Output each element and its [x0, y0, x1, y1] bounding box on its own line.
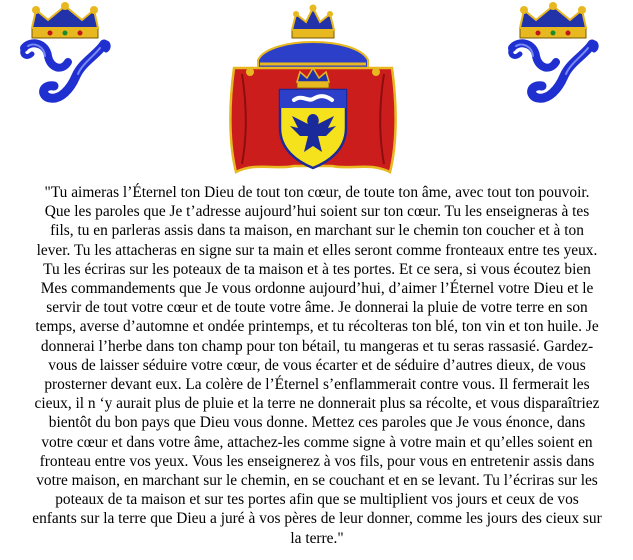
monogram-y-icon [498, 2, 608, 110]
letter-y-glyph [511, 43, 596, 98]
mantle-crown-icon [292, 5, 334, 39]
monogram-y-icon [10, 2, 120, 110]
crown-icon [520, 2, 586, 38]
verse-text: "Tu aimeras l’Éternel ton Dieu de tout ton cœur, de toute ton âme, avec tout ton pouvoir. Que les paroles que Je t’adresse aujourd’hui soient sur ton cœur. Tu les enseigneras à tes fils, tu en parleras assis dans ta maison, en marchant sur le chemin ton coucher et à ton lever. Tu les attacheras en signe sur ta main et elles seront comme fronteaux entre tes yeux. Tu les écriras sur les poteaux de ta maison et à tes portes. Et ce sera, si vous écoutez bien Mes commandements que Je vous ordonne aujourd’hui, d’aimer l’Éternel votre Dieu et le servir de tout votre cœur et de toute votre âme. Je donnerai la pluie de votre terre en son temps, averse d’automne et ondée printemps, et tu récolteras ton blé, ton vin et ton huile. Je donnerai l’herbe dans ton champ pour ton bétail, tu mangeras et tu seras rassasié. Gardez- vous de laisser séduire votre cœur, de vous écarter et de séduire d’autres dieux, de vous prosterner devant eux. La colère de l’Éternel s’enflammerait contre vous. Il fermerait les cieux, il n ‘y aurait plus de pluie et la terre ne donnerait plus sa récolte, et vous disparaîtriez bientôt du bon pays que Dieu vous donne. Mettez ces paroles que Je vous énonce, dans votre cœur et dans votre âme, attachez-les comme signe à votre main et qu’elles soient en fronteau entre vos yeux. Vous les enseignerez à vos fils, pour vous en entretenir assis dans votre maison, en marchant sur le chemin, en se couchant et en se levant. Tu l’écriras sur les poteaux de ta maison et sur tes portes afin que se multiplient vos jours et ceux de vos enfants sur la terre que Dieu a juré à vos pères de leur donner, comme les jours des cieux sur la terre." [32, 184, 602, 547]
crown-icon [32, 2, 98, 38]
letter-y-glyph [23, 43, 108, 98]
coat-of-arms-icon [220, 2, 406, 176]
